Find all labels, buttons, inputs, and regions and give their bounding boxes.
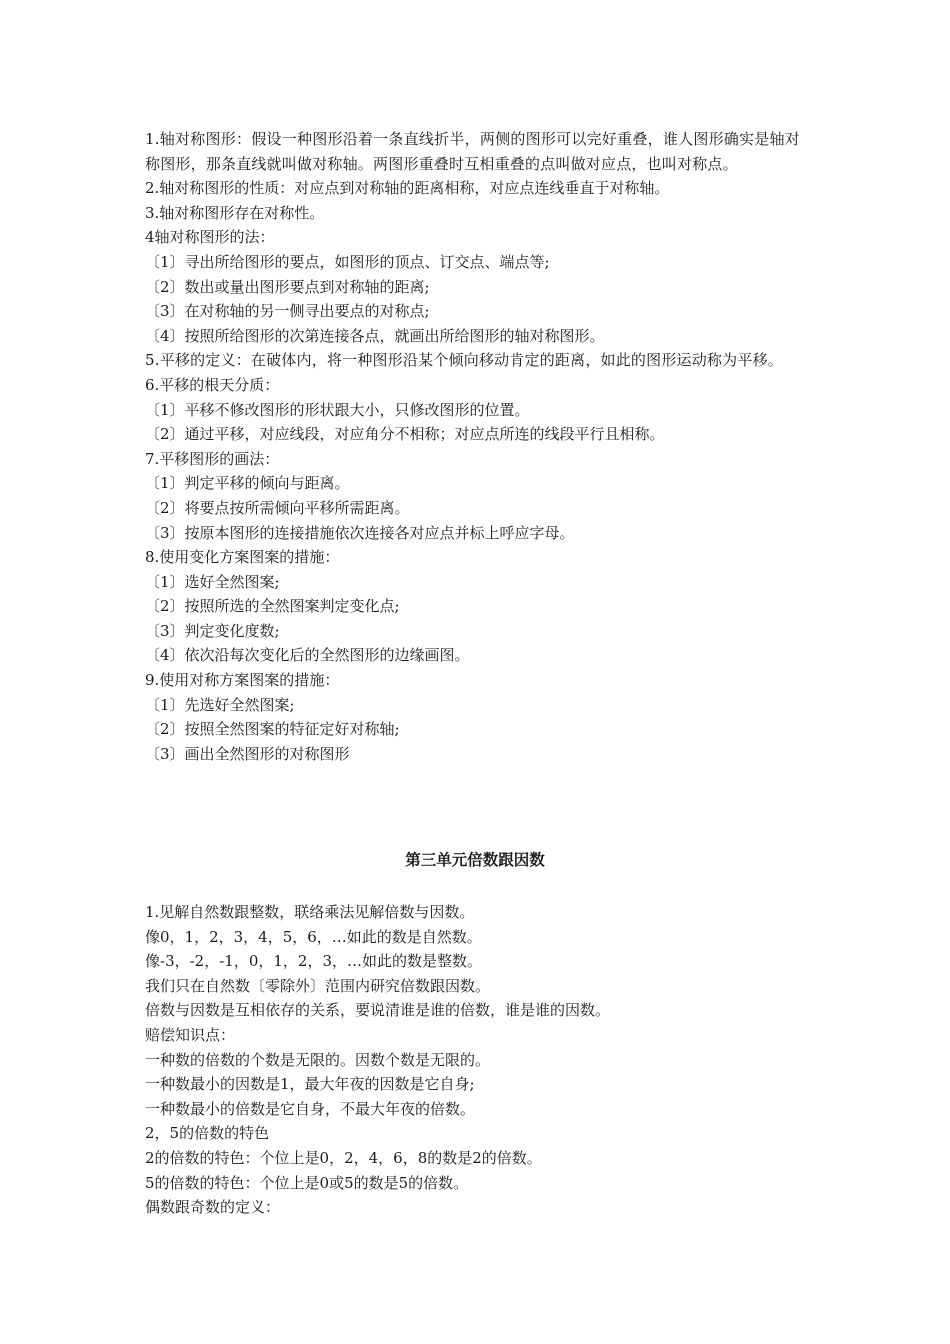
list-item: 〔2〕将要点按所需倾向平移所需距离。 <box>145 498 410 517</box>
paragraph: 一种数的倍数的个数是无限的。因数个数是无限的。 <box>145 1050 491 1069</box>
list-item: 〔1〕寻出所给图形的要点，如图形的顶点、订交点、端点等; <box>145 252 550 271</box>
paragraph: 一种数最小的因数是1，最大年夜的因数是它自身; <box>145 1075 475 1094</box>
section2-body <box>145 900 800 1220</box>
paragraph: 像-3，-2，-1，0，1，2，3，…如此的数是整数。 <box>145 952 483 971</box>
section-heading: 第三单元倍数跟因数 <box>405 851 545 869</box>
list-item: 〔3〕在对称轴的另一侧寻出要点的对称点; <box>145 302 430 321</box>
paragraph: 倍数与因数是互相依存的关系，要说清谁是谁的倍数，谁是谁的因数。 <box>145 1001 611 1020</box>
list-item: 〔1〕判定平移的倾向与距离。 <box>145 474 350 493</box>
section1-body <box>145 127 800 766</box>
list-item: 〔2〕通过平移，对应线段，对应角分不相称；对应点所连的线段平行且相称。 <box>145 425 665 444</box>
paragraph: 2的倍数的特色：个位上是0，2，4，6，8的数是2的倍数。 <box>145 1148 542 1167</box>
paragraph: 一种数最小的倍数是它自身，不最大年夜的倍数。 <box>145 1099 476 1118</box>
list-item: 〔1〕选好全然图案; <box>145 572 280 591</box>
paragraph-9: 9.使用对称方案图案的措施： <box>145 671 340 690</box>
list-item: 〔2〕按照所选的全然图案判定变化点; <box>145 597 400 616</box>
list-item: 〔2〕数出或量出图形要点到对称轴的距离; <box>145 277 430 296</box>
list-item: 〔3〕按原本图形的连接措施依次连接各对应点并标上呼应字母。 <box>145 523 575 542</box>
list-item: 〔3〕判定变化度数; <box>145 621 280 640</box>
paragraph-2: 2.轴对称图形的性质：对应点到对称轴的距离相称，对应点连线垂直于对称轴。 <box>145 179 670 198</box>
list-item: 〔4〕依次沿每次变化后的全然图形的边缘画图。 <box>145 646 470 665</box>
paragraph: 我们只在自然数〔零除外〕范围内研究倍数跟因数。 <box>145 976 491 995</box>
paragraph-1: 1.轴对称图形：假设一种图形沿着一条直线折半，两侧的图形可以完好重叠，谁人图形确实是轴对称图形，那条直线就叫做对称轴。两图形重叠时互相重叠的点叫做对应点，也叫对称点。 <box>145 130 800 173</box>
paragraph: 2，5的倍数的特色 <box>145 1124 270 1143</box>
paragraph-3: 3.轴对称图形存在对称性。 <box>145 203 325 222</box>
paragraph: 赔偿知识点： <box>145 1025 236 1044</box>
list-item: 〔1〕平移不修改图形的形状跟大小，只修改图形的位置。 <box>145 400 530 419</box>
paragraph-8: 8.使用变化方案图案的措施： <box>145 548 340 567</box>
paragraph-4: 4轴对称图形的法： <box>145 228 275 247</box>
paragraph-5: 5.平移的定义：在破体内，将一种图形沿某个倾向移动肯定的距离，如此的图形运动称为平移。 <box>145 351 783 370</box>
paragraph: 1.见解自然数跟整数，联络乘法见解倍数与因数。 <box>145 903 475 921</box>
paragraph: 像0，1，2，3，4，5，6，…如此的数是自然数。 <box>145 927 482 946</box>
list-item: 〔1〕先选好全然图案; <box>145 695 295 714</box>
list-item: 〔4〕按照所给图形的次第连接各点，就画出所给图形的轴对称图形。 <box>145 326 605 345</box>
list-item: 〔3〕画出全然图形的对称图形 <box>145 744 350 763</box>
paragraph: 5的倍数的特色：个位上是0或5的数是5的倍数。 <box>145 1173 469 1192</box>
paragraph-7: 7.平移图形的画法： <box>145 449 280 468</box>
paragraph-6: 6.平移的根天分质： <box>145 375 280 394</box>
paragraph: 偶数跟奇数的定义： <box>145 1198 281 1217</box>
list-item: 〔2〕按照全然图案的特征定好对称轴; <box>145 720 400 739</box>
